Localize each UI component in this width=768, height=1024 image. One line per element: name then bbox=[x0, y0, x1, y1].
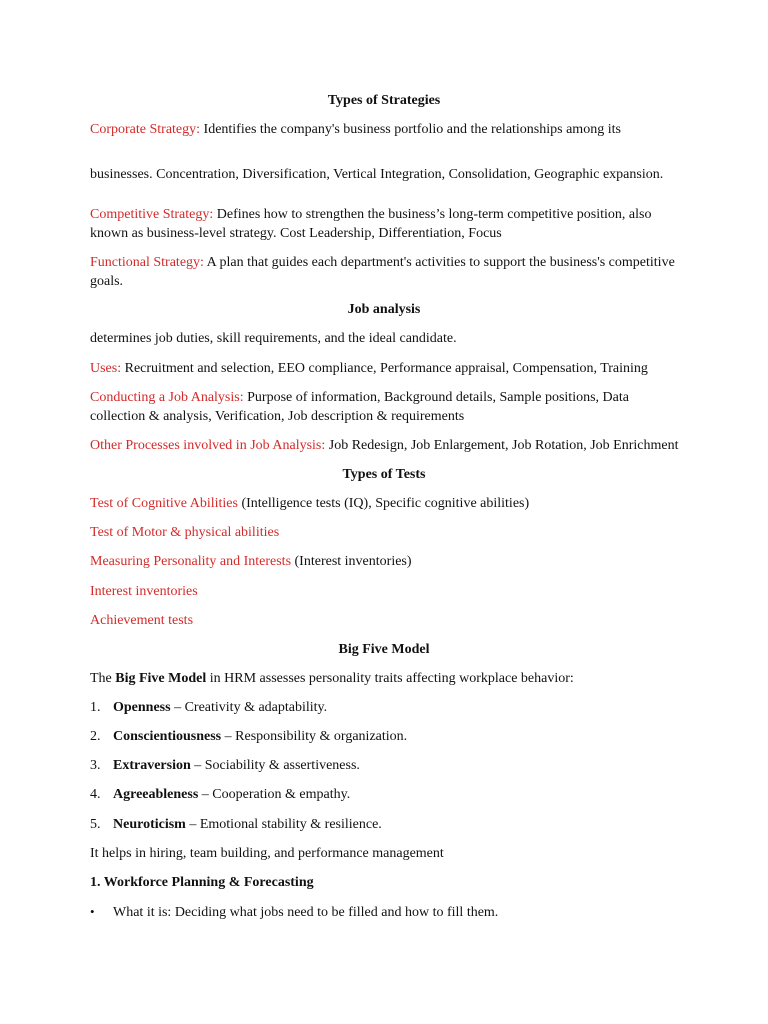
trait-description: – Creativity & adaptability. bbox=[170, 700, 328, 715]
motor-test-label: Test of Motor & physical abilities bbox=[90, 525, 280, 540]
workforce-bullet-item bbox=[90, 902, 680, 922]
heading-big-five-model: Big Five Model bbox=[338, 642, 430, 657]
trait-term: Extraversion bbox=[113, 758, 191, 773]
list-number: 3. bbox=[90, 758, 101, 773]
bullet-icon: • bbox=[90, 904, 95, 919]
big-five-item-agreeableness bbox=[90, 785, 680, 804]
corporate-strategy-paragraph bbox=[90, 120, 680, 139]
corporate-strategy-text: Identifies the company's business portfolio and the relationships among its bbox=[200, 122, 621, 137]
uses-paragraph bbox=[90, 359, 680, 378]
other-processes-text: Job Redesign, Job Enlargement, Job Rotation, Job Enrichment bbox=[325, 438, 679, 453]
competitive-strategy-text: Defines how to strengthen the business’s long-term competitive position, also known as business-level strategy. Cost Leadership, Differentiation, Focus bbox=[90, 207, 652, 241]
big-five-item-neuroticism bbox=[90, 815, 680, 834]
conducting-job-analysis-text: Purpose of information, Background details, Sample positions, Data collection & analysis, Verification, Job description & requirements bbox=[90, 390, 629, 424]
big-five-item-conscientiousness bbox=[90, 727, 680, 746]
trait-description: – Cooperation & empathy. bbox=[198, 787, 351, 802]
competitive-strategy-paragraph bbox=[90, 205, 680, 243]
functional-strategy-label: Functional Strategy: bbox=[90, 255, 204, 270]
uses-text: Recruitment and selection, EEO compliance, Performance appraisal, Compensation, Training bbox=[121, 361, 648, 376]
functional-strategy-text: A plan that guides each department's activities to support the business's competitive goals. bbox=[90, 255, 675, 289]
list-number: 2. bbox=[90, 729, 101, 744]
list-number: 1. bbox=[90, 700, 101, 715]
big-five-item-extraversion bbox=[90, 756, 680, 775]
other-processes-label: Other Processes involved in Job Analysis: bbox=[90, 438, 326, 453]
heading-workforce-planning: 1. Workforce Planning & Forecasting bbox=[90, 875, 314, 890]
workforce-bullet-text: What it is: Deciding what jobs need to be filled and how to fill them. bbox=[113, 905, 499, 920]
trait-description: – Emotional stability & resilience. bbox=[185, 817, 382, 832]
big-five-item-openness bbox=[90, 698, 680, 717]
big-five-intro-post: in HRM assesses personality traits affecting workplace behavior: bbox=[206, 671, 574, 686]
uses-label: Uses: bbox=[90, 361, 122, 376]
list-number: 4. bbox=[90, 787, 101, 802]
heading-types-of-strategies: Types of Strategies bbox=[327, 93, 441, 108]
heading-job-analysis: Job analysis bbox=[347, 302, 421, 317]
conducting-job-analysis-paragraph bbox=[90, 388, 680, 426]
conducting-job-analysis-label: Conducting a Job Analysis: bbox=[90, 390, 244, 405]
competitive-strategy-label: Competitive Strategy: bbox=[90, 207, 214, 222]
personality-test-label: Measuring Personality and Interests bbox=[90, 554, 292, 569]
cognitive-test-paragraph bbox=[90, 494, 680, 513]
trait-term: Openness bbox=[113, 700, 171, 715]
trait-term: Conscientiousness bbox=[113, 729, 222, 744]
big-five-closing: It helps in hiring, team building, and performance management bbox=[90, 846, 444, 861]
other-processes-paragraph bbox=[90, 436, 680, 455]
personality-test-paragraph bbox=[90, 552, 680, 571]
cognitive-test-label: Test of Cognitive Abilities bbox=[90, 496, 238, 511]
big-five-intro bbox=[90, 669, 680, 688]
big-five-intro-pre: The bbox=[90, 671, 116, 686]
corporate-strategy-label: Corporate Strategy: bbox=[90, 122, 201, 137]
interest-inventories-label: Interest inventories bbox=[90, 584, 198, 599]
trait-description: – Responsibility & organization. bbox=[221, 729, 408, 744]
big-five-intro-bold: Big Five Model bbox=[115, 671, 207, 686]
heading-types-of-tests: Types of Tests bbox=[342, 467, 426, 482]
list-number: 5. bbox=[90, 817, 101, 832]
achievement-tests-label: Achievement tests bbox=[90, 613, 194, 628]
corporate-strategy-continuation: businesses. Concentration, Diversification, Vertical Integration, Consolidation, Geographic expansion. bbox=[90, 167, 664, 182]
job-analysis-intro: determines job duties, skill requirements, and the ideal candidate. bbox=[90, 331, 457, 346]
trait-term: Neuroticism bbox=[113, 817, 186, 832]
trait-description: – Sociability & assertiveness. bbox=[190, 758, 360, 773]
trait-term: Agreeableness bbox=[113, 787, 199, 802]
cognitive-test-text: (Intelligence tests (IQ), Specific cognitive abilities) bbox=[237, 496, 530, 511]
personality-test-text: (Interest inventories) bbox=[291, 554, 412, 569]
functional-strategy-paragraph bbox=[90, 253, 680, 291]
